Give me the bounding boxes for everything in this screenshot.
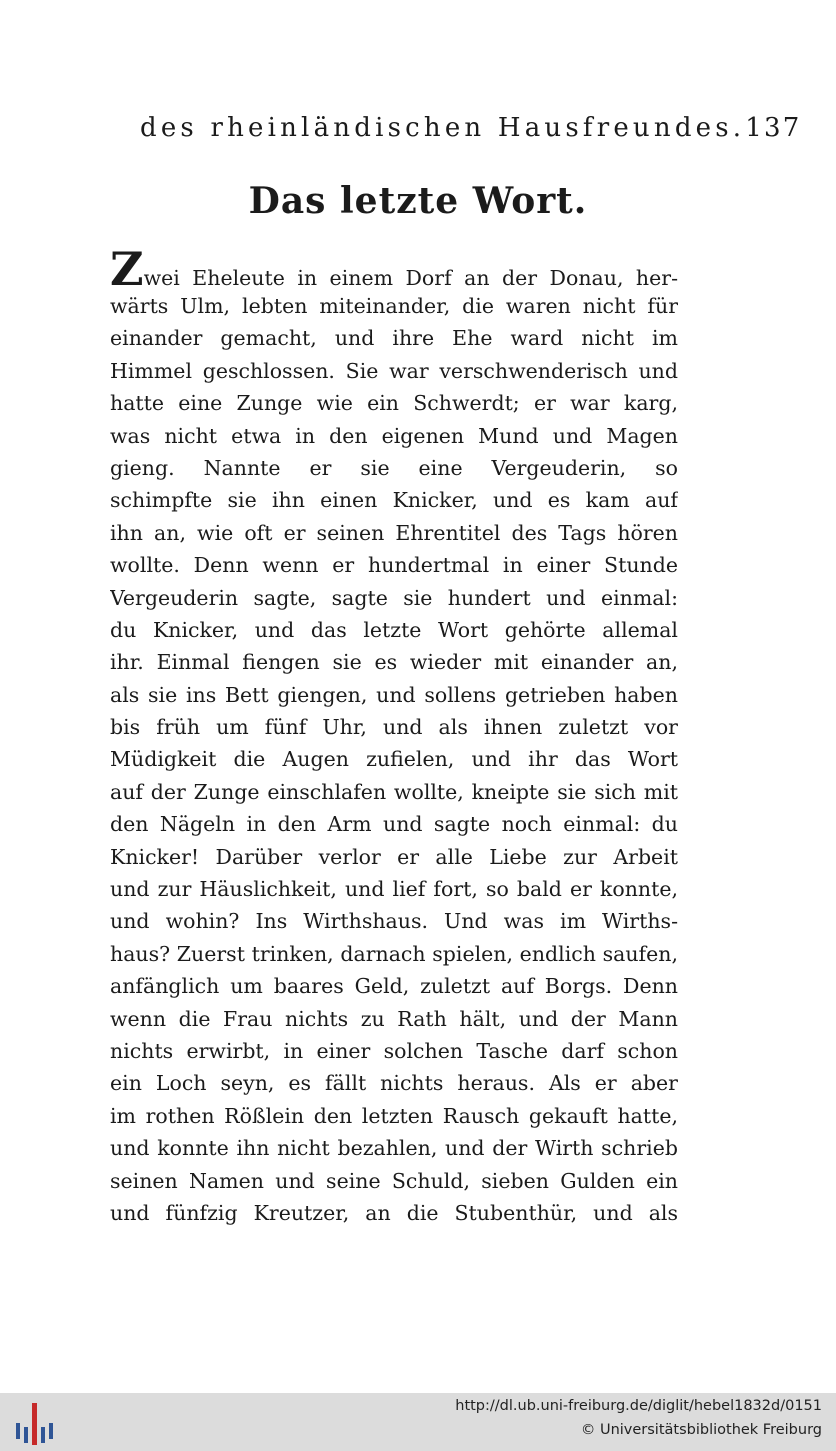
text-line: seinen Namen und seine Schuld, sieben Gulden ein [110, 1168, 678, 1193]
text-line: schimpfte sie ihn einen Knicker, und es kam auf [110, 488, 678, 513]
text-line: hatte eine Zunge wie ein Schwerdt; er war karg, [110, 391, 678, 416]
text-line: wärts Ulm, lebten miteinander, die waren nicht für [110, 294, 678, 318]
text-line: wenn die Frau nichts zu Rath hält, und der Mann [110, 1006, 678, 1031]
article-body [110, 248, 678, 1229]
text-line: haus? Zuerst trinken, darnach spielen, endlich saufen, [110, 941, 678, 966]
text-line: nichts erwirbt, in einer solchen Tasche darf schon [110, 1038, 678, 1063]
footer-bar [0, 1393, 836, 1451]
source-url-link[interactable]: http://dl.ub.uni-freiburg.de/diglit/hebel1832d/0151 [455, 1398, 822, 1414]
text-line: den Nägeln in den Arm und sagte noch einmal: du [110, 812, 678, 837]
text-line: bis früh um fünf Uhr, und als ihnen zuletzt vor [110, 715, 678, 740]
text-line: Himmel geschlossen. Sie war verschwenderisch und [110, 358, 678, 383]
text-line: gieng. Nannte er sie eine Vergeuderin, so [110, 455, 678, 480]
page-number: 137 [745, 113, 802, 143]
text-line: ihr. Einmal fiengen sie es wieder mit einander an, [110, 650, 678, 675]
text-line: und fünfzig Kreutzer, an die Stubenthür, und als [110, 1200, 678, 1225]
text-line: als sie ins Bett giengen, und sollens getrieben haben [110, 682, 678, 707]
text-line: ein Loch seyn, es fällt nichts heraus. Als er aber [110, 1071, 678, 1096]
text-line: und konnte ihn nicht bezahlen, und der Wirth schrieb [110, 1136, 678, 1161]
text-line: und zur Häuslichkeit, und lief fort, so bald er konnte, [110, 877, 678, 902]
text-line: ihn an, wie oft er seinen Ehrentitel des Tags hören [110, 520, 678, 545]
text-line: wollte. Denn wenn er hundertmal in einer Stunde [110, 553, 678, 578]
text-line: einander gemacht, und ihre Ehe ward nicht im [110, 326, 678, 351]
logo-bar [24, 1427, 28, 1443]
text-line: auf der Zunge einschlafen wollte, kneipte sie sich mit [110, 779, 678, 804]
logo-bar [32, 1403, 37, 1445]
logo-bar [49, 1423, 53, 1439]
text-line: und wohin? Ins Wirthshaus. Und was im Wirths- [110, 909, 678, 934]
text-line: Knicker! Darüber verlor er alle Liebe zur Arbeit [110, 844, 678, 869]
running-title: des rheinländischen Hausfreundes. [140, 113, 746, 143]
text-line: was nicht etwa in den eigenen Mund und Magen [110, 423, 678, 448]
text-line: Müdigkeit die Augen zufielen, und ihr das Wort [110, 747, 678, 772]
article-title: Das letzte Wort. [248, 180, 588, 222]
drop-cap: Z [110, 248, 144, 290]
text-line: Vergeuderin sagte, sagte sie hundert und einmal: [110, 585, 678, 610]
logo-bar [41, 1427, 45, 1443]
first-line-text: wei Eheleute in einem Dorf an der Donau, her- [143, 266, 678, 290]
logo-bar [16, 1423, 20, 1439]
ub-freiburg-logo-icon[interactable] [16, 1403, 56, 1445]
copyright-notice: © Universitätsbibliothek Freiburg [580, 1422, 822, 1438]
text-line: anfänglich um baares Geld, zuletzt auf Borgs. Denn [110, 974, 678, 999]
text-line [110, 248, 678, 290]
text-line: im rothen Rößlein den letzten Rausch gekauft hatte, [110, 1103, 678, 1128]
running-head [140, 108, 802, 148]
text-line: du Knicker, und das letzte Wort gehörte allemal [110, 617, 678, 642]
